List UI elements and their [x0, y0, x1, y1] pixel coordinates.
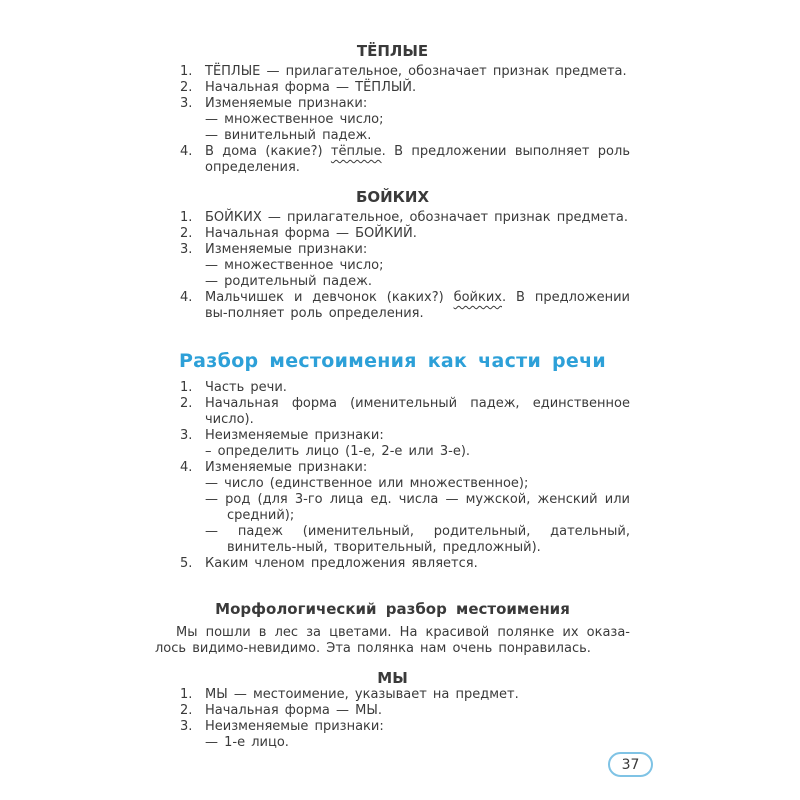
list-item-text: Начальная форма — БОЙКИЙ. — [205, 226, 417, 241]
list-item-text: Изменяемые признаки: — [205, 242, 368, 257]
list-item — [155, 719, 630, 735]
wavy-underlined-word: тёплые — [330, 144, 382, 159]
list-item-text-pre: Мальчишек и девчонок (каких?) — [205, 290, 454, 305]
list-item-text-post: . В предложении выполняет роль определения. — [205, 144, 630, 175]
list-subitem: — число (единственное или множественное); — [205, 476, 529, 491]
list-item — [155, 242, 630, 258]
wavy-underlined-word: бойких — [453, 290, 502, 305]
list-item-number: 3. — [180, 719, 193, 734]
page-number-badge — [608, 752, 653, 777]
list-subitem: — род (для 3-го лица ед. числа — мужской, женский или средний); — [205, 492, 630, 523]
list-subitem: — 1-е лицо. — [205, 735, 289, 750]
section-boykikh-list — [155, 210, 630, 322]
list-item — [155, 396, 630, 428]
list-item — [155, 687, 630, 703]
list-subitem: — множественное число; — [205, 112, 384, 127]
list-subitem: — винительный падеж. — [205, 128, 372, 143]
list-item — [155, 210, 630, 226]
list-item-text: Неизменяемые признаки: — [205, 428, 384, 443]
list-item — [155, 64, 630, 80]
list-item-text: БОЙКИХ — прилагательное, обозначает признак предмета. — [205, 210, 628, 225]
section-my-list — [155, 687, 630, 751]
list-item-text: Каким членом предложения является. — [205, 556, 478, 571]
list-item-number: 4. — [180, 144, 193, 159]
section-heading-boykikh: БОЙКИХ — [355, 188, 430, 206]
list-item-number: 3. — [180, 96, 193, 111]
list-item-number: 4. — [180, 290, 193, 305]
section-heading-teplye: ТЁПЛЫЕ — [356, 42, 429, 60]
list-item — [155, 703, 630, 719]
list-item — [155, 428, 630, 444]
list-item-text: Начальная форма (именительный падеж, единственное число). — [205, 396, 630, 427]
list-item-number: 2. — [180, 396, 193, 411]
list-item — [155, 380, 630, 396]
list-subitem: — множественное число; — [205, 258, 384, 273]
list-item-text: МЫ — местоимение, указывает на предмет. — [205, 687, 519, 702]
list-item — [155, 290, 630, 322]
section-pronoun-analysis-list — [155, 380, 630, 572]
list-item-number: 1. — [180, 687, 193, 702]
example-paragraph: Мы пошли в лес за цветами. На красивой полянке их оказа-лось видимо-невидимо. Эта полянка нам очень понравилась. — [155, 625, 630, 656]
list-item-text — [205, 290, 630, 321]
page-content — [155, 30, 630, 751]
list-item-text: Начальная форма — ТЁПЛЫЙ. — [205, 80, 417, 95]
list-item-number: 3. — [180, 428, 193, 443]
list-item-text: Неизменяемые признаки: — [205, 719, 384, 734]
list-item — [155, 226, 630, 242]
list-item-text: Начальная форма — МЫ. — [205, 703, 382, 718]
list-item — [155, 556, 630, 572]
list-subitem: — падеж (именительный, родительный, дательный, винитель-ный, творительный, предложный). — [205, 524, 630, 555]
list-item-number: 2. — [180, 226, 193, 241]
section-heading-pronoun-analysis: Разбор местоимения как части речи — [178, 350, 607, 372]
list-item-number: 2. — [180, 80, 193, 95]
list-item-text — [205, 144, 630, 175]
list-item-number: 1. — [180, 210, 193, 225]
list-item-text: Изменяемые признаки: — [205, 96, 368, 111]
list-item-text: Изменяемые признаки: — [205, 460, 368, 475]
list-item — [155, 460, 630, 476]
list-item-text: ТЁПЛЫЕ — прилагательное, обозначает признак предмета. — [205, 64, 627, 79]
section-heading-my: МЫ — [377, 669, 408, 687]
list-item — [155, 80, 630, 96]
list-subitem: — родительный падеж. — [205, 274, 372, 289]
list-item-text: Часть речи. — [205, 380, 287, 395]
list-item-text-pre: В дома (какие?) — [205, 144, 331, 159]
section-heading-morph-analysis: Морфологический разбор местоимения — [215, 600, 570, 618]
list-item-number: 4. — [180, 460, 193, 475]
list-subitem: – определить лицо (1-е, 2-е или 3-е). — [205, 444, 471, 459]
list-item-number: 5. — [180, 556, 193, 571]
list-item-number: 1. — [180, 380, 193, 395]
list-item-number: 3. — [180, 242, 193, 257]
list-item — [155, 96, 630, 112]
list-item-number: 1. — [180, 64, 193, 79]
section-teplye-list — [155, 64, 630, 176]
list-item-text-post: . В предложении вы-полняет роль определения. — [205, 290, 630, 321]
list-item — [155, 144, 630, 176]
list-item-number: 2. — [180, 703, 193, 718]
page-number: 37 — [621, 756, 640, 773]
